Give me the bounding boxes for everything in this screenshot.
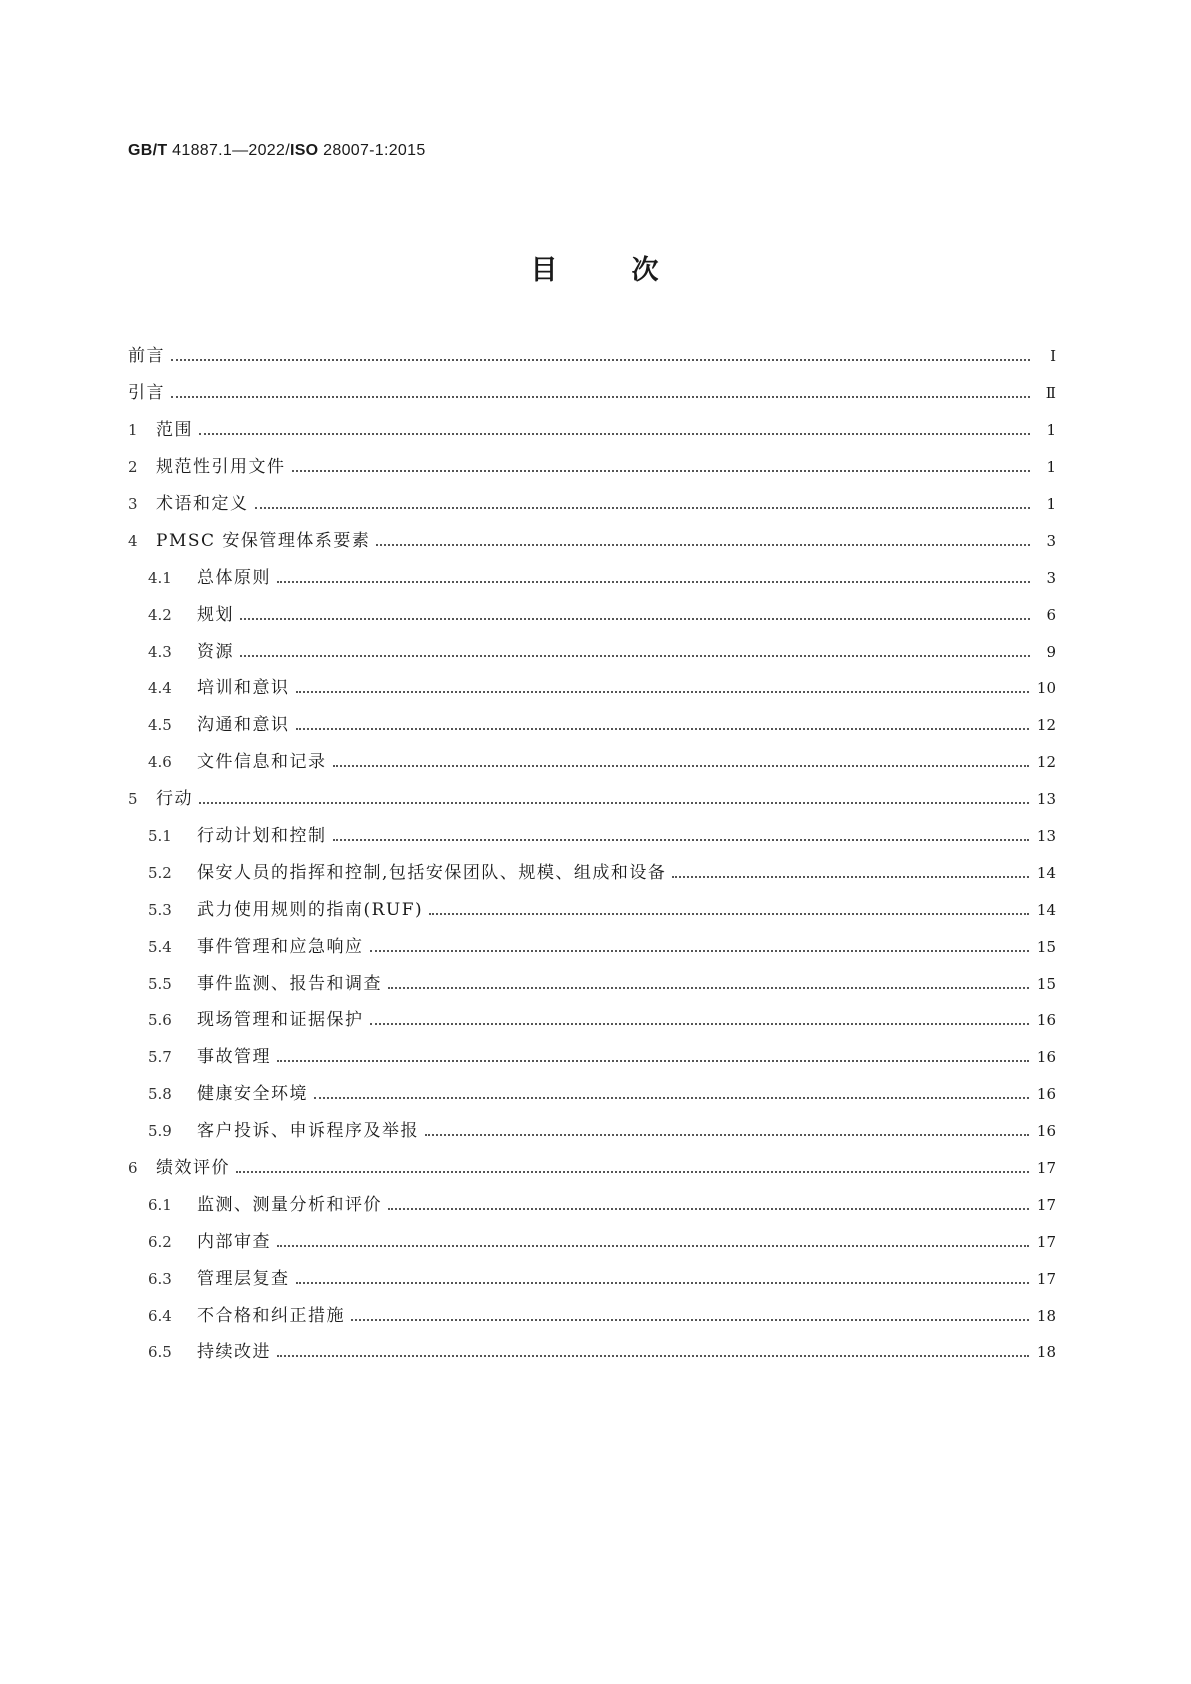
toc-entry-label: 事件监测、报告和调查 — [197, 973, 382, 994]
toc-entry-label: 文件信息和记录 — [197, 752, 327, 773]
toc-entry-page: 17 — [1036, 1232, 1056, 1251]
toc-entry-number: 5.3 — [148, 900, 172, 919]
toc-entry-number: 5.8 — [148, 1085, 172, 1104]
toc-entry[interactable] — [128, 1150, 1056, 1187]
toc-dot-leader — [370, 950, 1029, 952]
toc-entry[interactable] — [128, 670, 1056, 707]
toc-entry-label: 术语和定义 — [156, 494, 249, 514]
toc-entry-page: 9 — [1046, 642, 1056, 661]
toc-dot-leader — [277, 581, 1030, 583]
toc-entry-page: 1 — [1046, 495, 1056, 513]
toc-dot-leader — [292, 470, 1031, 472]
toc-dot-leader — [277, 1060, 1029, 1062]
toc-entry-page: 15 — [1036, 974, 1056, 993]
toc-dot-leader — [255, 507, 1031, 509]
toc-entry-label: 行动计划和控制 — [197, 826, 327, 847]
toc-entry-label: 监测、测量分析和评价 — [197, 1194, 382, 1215]
toc-entry[interactable] — [128, 1260, 1056, 1297]
toc-entry-label: 规划 — [197, 604, 234, 625]
toc-entry[interactable] — [128, 486, 1056, 523]
toc-entry[interactable] — [128, 522, 1056, 559]
toc-entry-number: 5 — [128, 790, 138, 809]
toc-entry[interactable] — [128, 375, 1056, 412]
toc-entry-label: 持续改进 — [197, 1342, 271, 1363]
toc-entry-number: 4.3 — [148, 642, 172, 661]
toc-entry-number: 5.9 — [148, 1122, 172, 1141]
toc-dot-leader — [296, 691, 1029, 693]
toc-dot-leader — [171, 396, 1030, 398]
toc-entry-number: 5.4 — [148, 937, 172, 956]
toc-entry[interactable] — [128, 1076, 1056, 1113]
toc-entry-label: 管理层复查 — [197, 1268, 290, 1289]
toc-entry[interactable] — [128, 781, 1056, 818]
toc-dot-leader — [277, 1245, 1029, 1247]
toc-dot-leader — [370, 1023, 1029, 1025]
toc-dot-leader — [171, 359, 1030, 361]
toc-entry-page: 16 — [1036, 1048, 1056, 1067]
toc-entry-label: 前言 — [128, 346, 165, 367]
toc-entry[interactable] — [128, 559, 1056, 596]
toc-entry-label: 内部审查 — [197, 1231, 271, 1252]
toc-entry-page: 16 — [1036, 1011, 1056, 1030]
toc-entry-number: 6.2 — [148, 1232, 172, 1251]
toc-dot-leader — [672, 876, 1029, 878]
page-title — [0, 248, 1191, 287]
toc-entry-label: 沟通和意识 — [197, 715, 290, 736]
toc-entry-label: 保安人员的指挥和控制,包括安保团队、规模、组成和设备 — [197, 862, 667, 883]
toc-entry[interactable] — [128, 596, 1056, 633]
toc-dot-leader — [388, 987, 1029, 989]
toc-entry-label: 总体原则 — [197, 567, 271, 588]
toc-entry-page: 6 — [1046, 605, 1056, 624]
toc-entry-label: 事件管理和应急响应 — [197, 936, 364, 957]
toc-entry-number: 6 — [128, 1159, 138, 1178]
toc-dot-leader — [333, 839, 1029, 841]
toc-entry-page: 3 — [1046, 568, 1056, 587]
toc-entry-number: 3 — [128, 495, 138, 513]
toc-entry[interactable] — [128, 412, 1056, 449]
toc-entry[interactable] — [128, 1297, 1056, 1334]
toc-entry-label: 绩效评价 — [156, 1158, 230, 1179]
standard-prefix: GB/T — [128, 142, 168, 159]
toc-entry-page: 18 — [1036, 1306, 1056, 1325]
table-of-contents — [128, 338, 1056, 1371]
toc-entry-number: 1 — [128, 421, 138, 440]
toc-dot-leader — [296, 1282, 1029, 1284]
toc-entry-number: 5.5 — [148, 974, 172, 993]
toc-entry[interactable] — [128, 1186, 1056, 1223]
toc-entry[interactable] — [128, 1002, 1056, 1039]
toc-entry[interactable] — [128, 854, 1056, 891]
toc-dot-leader — [425, 1134, 1029, 1136]
toc-entry-page: 18 — [1036, 1343, 1056, 1362]
iso-number: 28007-1:2015 — [323, 142, 426, 159]
toc-entry[interactable] — [128, 449, 1056, 486]
toc-entry-label: 行动 — [156, 789, 193, 810]
toc-dot-leader — [376, 544, 1030, 546]
toc-entry-number: 4.4 — [148, 679, 172, 698]
toc-entry[interactable] — [128, 818, 1056, 855]
toc-entry-number: 5.1 — [148, 827, 172, 846]
toc-entry-number: 4.6 — [148, 753, 172, 772]
toc-entry-label: 规范性引用文件 — [156, 457, 286, 478]
toc-entry-label: 武力使用规则的指南(RUF) — [197, 899, 424, 920]
toc-dot-leader — [277, 1355, 1029, 1357]
toc-entry-page: 16 — [1036, 1085, 1056, 1104]
toc-entry-page: 17 — [1036, 1195, 1056, 1214]
toc-entry-number: 6.5 — [148, 1343, 172, 1362]
toc-entry-number: 4.1 — [148, 568, 172, 587]
toc-entry[interactable] — [128, 1334, 1056, 1371]
toc-entry-page: 14 — [1036, 900, 1056, 919]
toc-entry-page: 16 — [1036, 1122, 1056, 1141]
toc-entry-number: 5.7 — [148, 1048, 172, 1067]
toc-entry-page: 15 — [1036, 937, 1056, 956]
toc-entry[interactable] — [128, 1039, 1056, 1076]
toc-dot-leader — [388, 1208, 1029, 1210]
toc-entry-page: 13 — [1036, 790, 1056, 809]
toc-dot-leader — [240, 655, 1030, 657]
toc-entry-page: 1 — [1046, 421, 1056, 440]
toc-entry[interactable] — [128, 891, 1056, 928]
iso-prefix: ISO — [289, 142, 319, 159]
standard-number: 41887.1—2022/ — [172, 142, 290, 159]
toc-entry-label: 不合格和纠正措施 — [197, 1305, 345, 1326]
toc-entry-number: 5.6 — [148, 1011, 172, 1030]
toc-entry-label: 资源 — [197, 641, 234, 662]
toc-entry-number: 6.4 — [148, 1306, 172, 1325]
toc-entry-label: 培训和意识 — [197, 678, 290, 699]
toc-entry[interactable] — [128, 338, 1056, 375]
toc-entry[interactable] — [128, 928, 1056, 965]
toc-entry[interactable] — [128, 707, 1056, 744]
toc-entry-page: 12 — [1036, 716, 1056, 735]
toc-dot-leader — [236, 1171, 1029, 1173]
toc-entry-page: 17 — [1036, 1269, 1056, 1288]
toc-dot-leader — [351, 1319, 1029, 1321]
toc-entry-page: 10 — [1036, 679, 1056, 698]
toc-dot-leader — [240, 618, 1030, 620]
toc-entry-page: Ⅰ — [1050, 347, 1056, 366]
toc-dot-leader — [199, 433, 1030, 435]
toc-entry-label: 事故管理 — [197, 1047, 271, 1068]
toc-entry-page: Ⅱ — [1045, 384, 1056, 403]
toc-entry-label: 健康安全环境 — [197, 1084, 308, 1105]
toc-entry[interactable] — [128, 965, 1056, 1002]
toc-dot-leader — [314, 1097, 1029, 1099]
toc-dot-leader — [333, 765, 1029, 767]
toc-entry-page: 1 — [1046, 458, 1056, 477]
toc-entry-page: 14 — [1036, 863, 1056, 882]
toc-entry-number: 6.1 — [148, 1195, 172, 1214]
toc-entry-page: 3 — [1046, 531, 1056, 550]
toc-entry-number: 4.2 — [148, 605, 172, 624]
toc-entry-number: 4.5 — [148, 716, 172, 735]
toc-entry[interactable] — [128, 744, 1056, 781]
toc-entry-number: 6.3 — [148, 1269, 172, 1288]
toc-entry-page: 17 — [1036, 1159, 1056, 1178]
toc-entry-number: 4 — [128, 531, 138, 550]
toc-entry[interactable] — [128, 1223, 1056, 1260]
toc-dot-leader — [199, 802, 1029, 804]
toc-entry-label: PMSC 安保管理体系要素 — [156, 530, 371, 551]
toc-entry-label: 范围 — [156, 420, 193, 441]
toc-entry[interactable] — [128, 1113, 1056, 1150]
toc-dot-leader — [429, 913, 1029, 915]
toc-entry[interactable] — [128, 633, 1056, 670]
title-char-1: 目 — [530, 255, 560, 286]
toc-entry-number: 5.2 — [148, 863, 172, 882]
document-header — [128, 142, 426, 160]
toc-entry-page: 12 — [1036, 753, 1056, 772]
toc-entry-label: 引言 — [128, 383, 165, 404]
toc-entry-label: 现场管理和证据保护 — [197, 1010, 364, 1031]
title-char-2: 次 — [631, 255, 661, 286]
toc-entry-label: 客户投诉、申诉程序及举报 — [197, 1121, 419, 1142]
toc-entry-number: 2 — [128, 458, 138, 477]
toc-entry-page: 13 — [1036, 827, 1056, 846]
toc-dot-leader — [296, 728, 1029, 730]
